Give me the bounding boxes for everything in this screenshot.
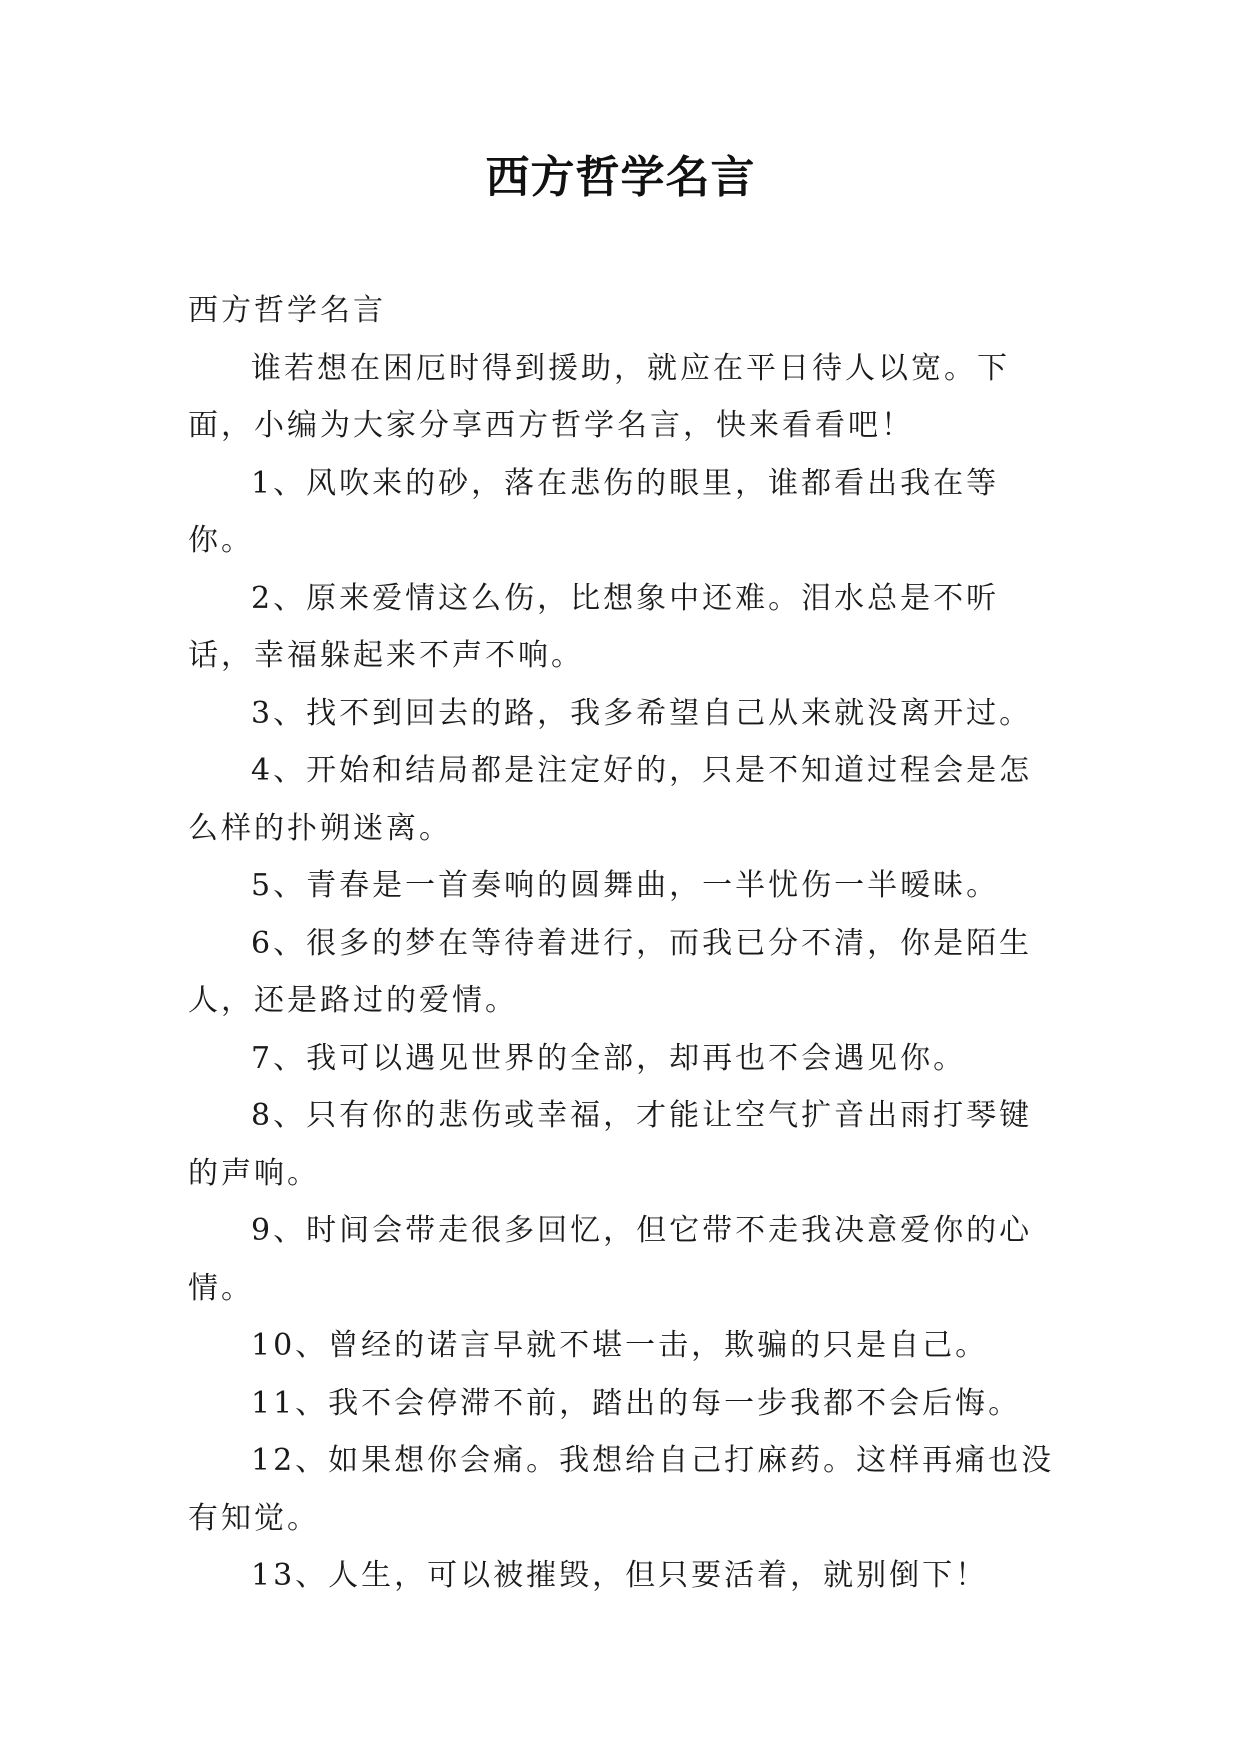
- document-title: 西方哲学名言: [485, 152, 756, 203]
- quote-paragraph: 4、开始和结局都是注定好的，只是不知道过程会是怎么样的扑朔迷离。: [188, 753, 1033, 846]
- intro-paragraph: 谁若想在困厄时得到援助，就应在平日待人以宽。下面，小编为大家分享西方哲学名言，快来看看吧！: [188, 350, 1010, 443]
- quote-paragraph: 7、我可以遇见世界的全部，却再也不会遇见你。: [251, 1040, 967, 1076]
- quote-paragraph: 3、找不到回去的路，我多希望自己从来就没离开过。: [251, 695, 1033, 731]
- quote-paragraph: 5、青春是一首奏响的圆舞曲，一半忧伤一半暧昧。: [251, 868, 1000, 903]
- quote-paragraph: 8、只有你的悲伤或幸福，才能让空气扩音出雨打琴键的声响。: [188, 1098, 1033, 1191]
- quote-paragraph: 6、很多的梦在等待着进行，而我已分不清，你是陌生人，还是路过的爱情。: [188, 925, 1033, 1018]
- quote-paragraph: 10、曾经的诺言早就不堪一击，欺骗的只是自己。: [251, 1328, 989, 1363]
- subtitle-paragraph: 西方哲学名言: [188, 293, 386, 328]
- quote-paragraph: 11、我不会停滞不前，踏出的每一步我都不会后悔。: [251, 1385, 1022, 1421]
- quote-paragraph: 12、如果想你会痛。我想给自己打麻药。这样再痛也没有知觉。: [188, 1443, 1055, 1536]
- document-body: [188, 282, 1064, 1605]
- quote-paragraph: 9、时间会带走很多回忆，但它带不走我决意爱你的心情。: [188, 1213, 1033, 1306]
- quote-paragraph: 13、人生，可以被摧毁，但只要活着，就别倒下！: [251, 1558, 989, 1593]
- quote-paragraph: 2、原来爱情这么伤，比想象中还难。泪水总是不听话，幸福躲起来不声不响。: [188, 580, 1000, 673]
- quote-paragraph: 1、风吹来的砂，落在悲伤的眼里，谁都看出我在等你。: [188, 465, 1000, 558]
